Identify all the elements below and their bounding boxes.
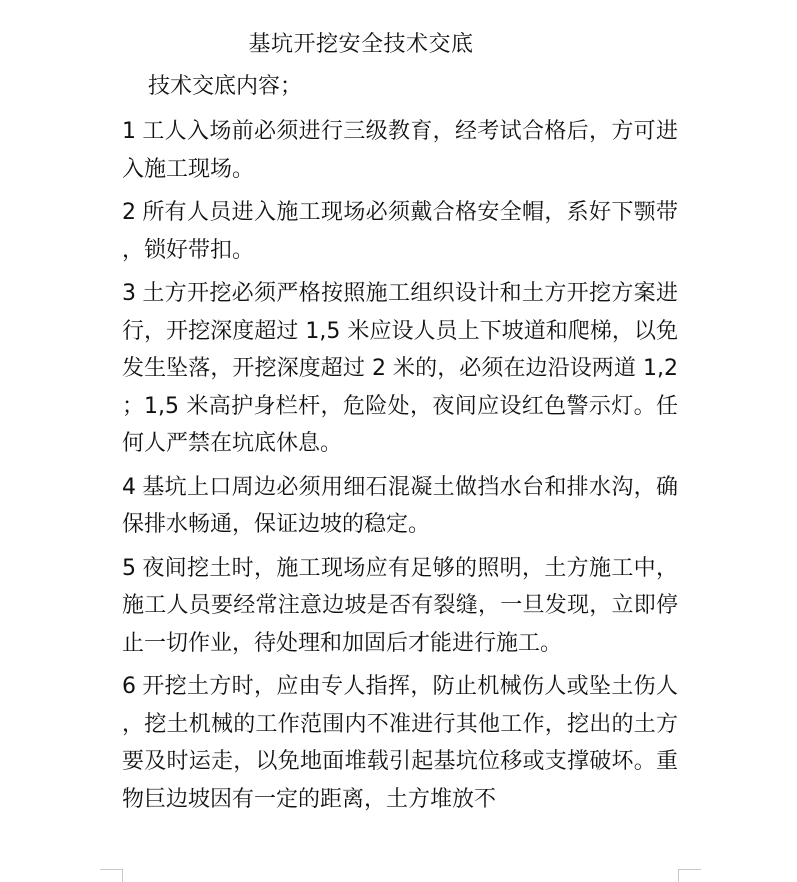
- item-text: 开挖土方时，应由专人指挥，防止机械伤人或坠土伤人，挖土机械的工作范围内不准进行其他工作，挖出的土方要及时运走，以免地面堆载引起基坑位移或支撑破坏。重物巨边坡因有一定的距离，土方堆放不: [122, 674, 678, 813]
- list-item: [122, 275, 678, 463]
- list-item: [122, 668, 678, 818]
- item-number: 1: [122, 119, 136, 144]
- item-number: 3: [122, 280, 136, 306]
- list-item: [122, 550, 678, 663]
- item-text: 所有人员进入施工现场必须戴合格安全帽，系好下颚带，锁好带扣。: [122, 199, 678, 263]
- list-item: [122, 469, 678, 544]
- document-body: [122, 113, 678, 819]
- item-text: 基坑上口周边必须用细石混凝土做挡水台和排水沟，确保排水畅通，保证边坡的稳定。: [122, 474, 678, 538]
- item-text: 工人入场前必须进行三级教育，经考试合格后，方可进入施工现场。: [122, 119, 678, 182]
- document-title: 基坑开挖安全技术交底: [248, 32, 474, 57]
- item-number: 6: [122, 674, 136, 700]
- item-number: 5: [122, 555, 136, 581]
- item-number: 4: [122, 474, 136, 500]
- item-text: 土方开挖必须严格按照施工组织设计和土方开挖方案进行，开挖深度超过 1,5 米应设人员上下坡道和爬梯，以免发生坠落，开挖深度超过 2 米的，必须在边沿设两道 1,2；1,5 米高护身栏杆，危险处，夜间应设红色警示灯。任何人严禁在坑底休息。: [122, 280, 678, 457]
- item-text: 夜间挖土时，施工现场应有足够的照明，土方施工中，施工人员要经常注意边坡是否有裂缝，一旦发现，立即停止一切作业，待处理和加固后才能进行施工。: [122, 555, 678, 656]
- intro-heading: 技术交底内容；: [148, 74, 303, 99]
- list-item: [122, 113, 678, 188]
- crop-mark-bottom-right: [678, 869, 701, 882]
- crop-mark-bottom-left: [100, 869, 123, 882]
- item-number: 2: [122, 199, 136, 225]
- list-item: [122, 194, 678, 269]
